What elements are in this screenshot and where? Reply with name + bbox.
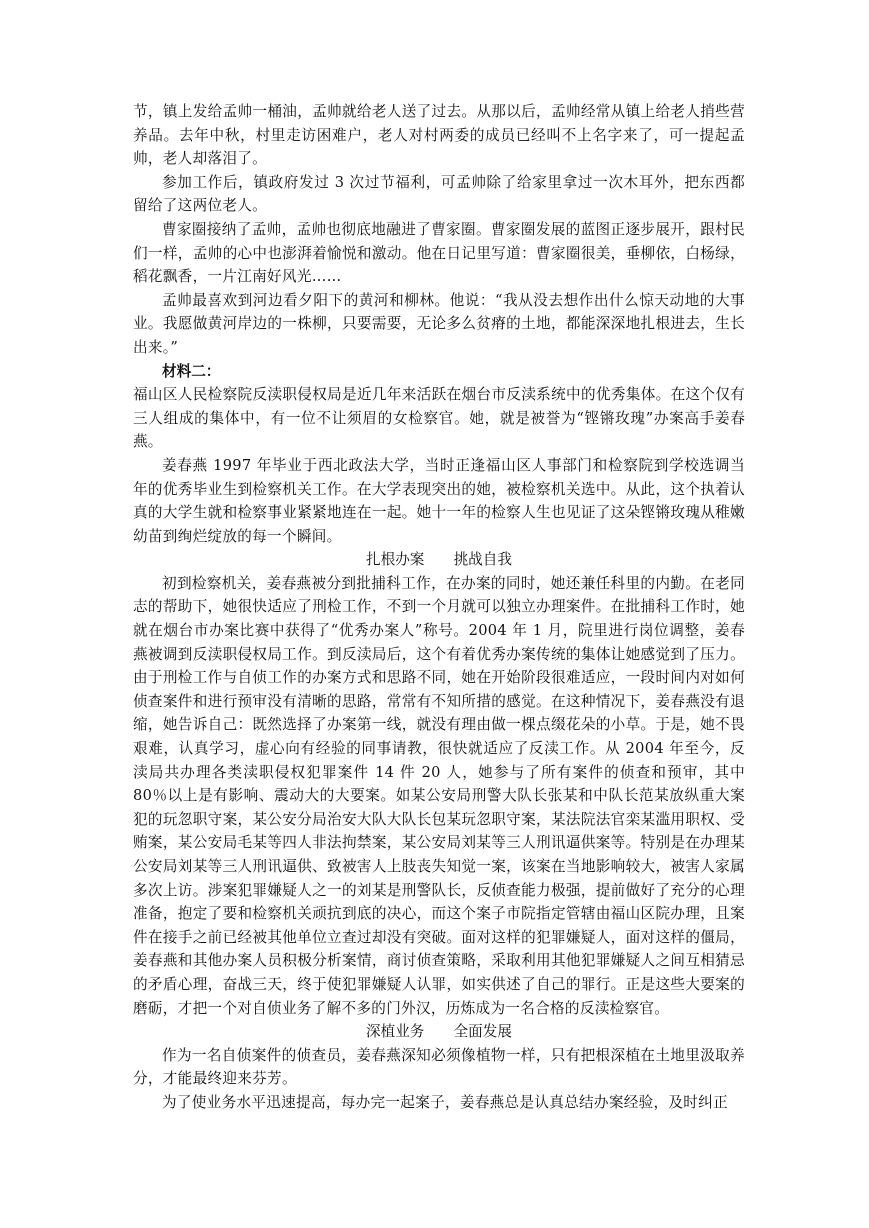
section-body-deep-business-1: 作为一名自侦案件的侦查员，姜春燕深知必须像植物一样，只有把根深植在土地里汲取养分，才能最终迎来芬芳。: [133, 1046, 745, 1088]
section-title-deep-business: 深植业务 全面发展: [366, 1023, 512, 1041]
material-two-heading: 材料二：: [162, 362, 221, 380]
paragraph-continuation: 节，镇上发给孟帅一桶油，孟帅就给老人送了过去。从那以后，孟帅经常从镇上给老人捎些营养品。去年中秋，村里走访困难户，老人对村两委的成员已经叫不上名字来了，可一提起孟帅，老人却落泪了。: [133, 103, 745, 168]
document-page: [133, 100, 745, 1115]
paragraph-holiday-benefits: 参加工作后，镇政府发过 3 次过节福利，可孟帅除了给家里拿过一次木耳外，把东西都留给了这两位老人。: [133, 173, 745, 215]
material-two-intro: 福山区人民检察院反渎职侵权局是近几年来活跃在烟台市反渎系统中的优秀集体。在这个仅有三人组成的集体中，有一位不让须眉的女检察官。她，就是被誉为“铿锵玫瑰”办案高手姜春燕。: [133, 386, 745, 451]
section-title-rooted-casework: 扎根办案 挑战自我: [366, 551, 512, 569]
section-body-rooted-casework: 初到检察机关，姜春燕被分到批捕科工作，在办案的同时，她还兼任科里的内勤。在老同志的帮助下，她很快适应了刑检工作，不到一个月就可以独立办理案件。在批捕科工作时，她就在烟台市办案比赛中获得了“优秀办案人”称号。2004 年 1 月，院里进行岗位调整，姜春燕被调到反渎职侵权局工作。到反渎局后，这个有着优秀办案传统的集体让她感觉到了压力。由于刑检工作与自侦工作的办案方式和思路不同，她在开始阶段很难适应，一段时间内对如何侦查案件和进行预审没有清晰的思路，常常有不知所措的感觉。在这种情况下，姜春燕没有退缩，她告诉自己：既然选择了办案第一线，就没有理由做一棵点缀花朵的小草。于是，她不畏艰难，认真学习，虚心向有经验的同事请教，很快就适应了反渎工作。从 2004 年至今，反渎局共办理各类渎职侵权犯罪案件 14 件 20 人，她参与了所有案件的侦查和预审，其中 80％以上是有影响、震动大的大要案。如某公安局刑警大队长张某和中队长范某放纵重大案犯的玩忽职守案，某公安分局治安大队大队长包某玩忽职守案，某法院法官栾某滥用职权、受贿案，某公安局毛某等四人非法拘禁案，某公安局刘某等三人刑讯逼供案等。特别是在办理某公安局刘某等三人刑讯逼供、致被害人上肢丧失知觉一案，该案在当地影响较大，被害人家属多次上访。涉案犯罪嫌疑人之一的刘某是刑警队长，反侦查能力极强，提前做好了充分的心理准备，抱定了要和检察机关顽抗到底的决心，而这个案子市院指定管辖由福山区院办理，且案件在接手之前已经被其他单位立查过却没有突破。面对这样的犯罪嫌疑人，面对这样的僵局，姜春燕和其他办案人员积极分析案情，商讨侦查策略，采取利用其他犯罪嫌疑人之间互相猜忌的矛盾心理，奋战三天，终于使犯罪嫌疑人认罪，如实供述了自己的罪行。正是这些大要案的磨砺，才把一个对自侦业务了解不多的门外汉，历炼成为一名合格的反渎检察官。: [133, 574, 745, 1017]
material-two-background: 姜春燕 1997 年毕业于西北政法大学，当时正逢福山区人事部门和检察院到学校选调当年的优秀毕业生到检察机关工作。在大学表现突出的她，被检察机关选中。从此，这个执着认真的大学生就和检察事业紧紧地连在一起。她十一年的检察人生也见证了这朵铿锵玫瑰从稚嫩幼苗到绚烂绽放的每一个瞬间。: [133, 456, 745, 545]
paragraph-yellow-river: 孟帅最喜欢到河边看夕阳下的黄河和柳林。他说：“我从没去想作出什么惊天动地的大事业。我愿做黄河岸边的一株柳，只要需要，无论多么贫瘠的土地，都能深深地扎根进去，生长出来。”: [133, 291, 745, 356]
paragraph-caojiaquan: 曹家圈接纳了孟帅，孟帅也彻底地融进了曹家圈。曹家圈发展的蓝图正逐步展开，跟村民们一样，孟帅的心中也澎湃着愉悦和激动。他在日记里写道：曹家圈很美，垂柳依，白杨绿，稻花飘香，一片江南好风光……: [133, 220, 745, 286]
section-body-deep-business-2: 为了使业务水平迅速提高，每办完一起案子，姜春燕总是认真总结办案经验，及时纠正: [162, 1093, 728, 1111]
